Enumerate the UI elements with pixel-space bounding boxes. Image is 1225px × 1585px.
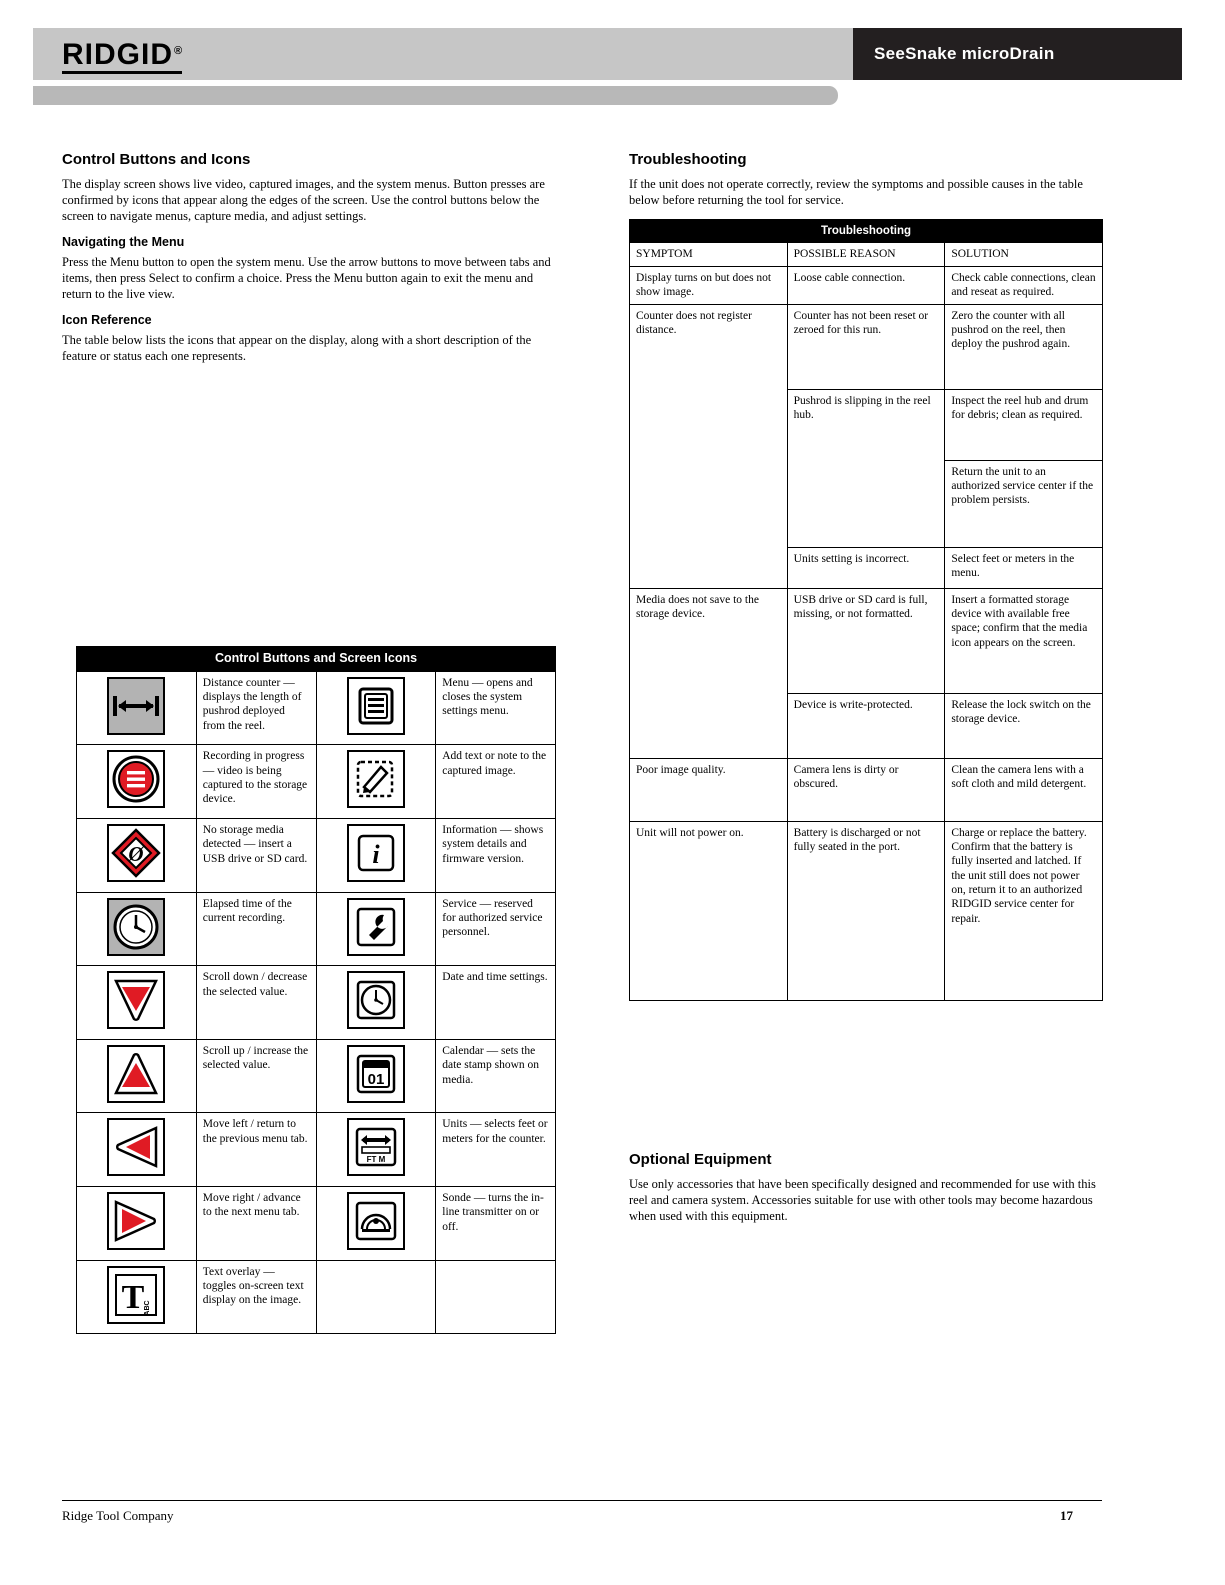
right-text-cell: Units — selects feet or meters for the counter.	[436, 1113, 556, 1187]
left-table-title: Control Buttons and Screen Icons	[77, 647, 556, 672]
right-text-cell: Menu — opens and closes the system settings menu.	[436, 671, 556, 745]
reason-cell: Camera lens is dirty or obscured.	[787, 758, 945, 821]
table-header-row	[77, 647, 556, 672]
right-arrow-icon	[107, 1192, 165, 1250]
reason-cell: Battery is discharged or not fully seated in the port.	[787, 821, 945, 1000]
reason-cell: Counter has not been reset or zeroed for this run.	[787, 304, 945, 389]
right-text-cell: Service — reserved for authorized service personnel.	[436, 892, 556, 966]
table-row	[77, 1039, 556, 1113]
wrench-icon	[347, 898, 405, 956]
left-paragraph-2: The table below lists the icons that appear on the display, along with a short description of the feature or status each one represents.	[62, 332, 532, 363]
icon-cell	[77, 671, 197, 745]
right-text-cell: Information — shows system details and firmware version.	[436, 818, 556, 892]
symptom-cell: Display turns on but does not show image.	[630, 266, 788, 304]
stopwatch-icon	[347, 971, 405, 1029]
edit-note-icon	[347, 750, 405, 808]
solution-cell: Charge or replace the battery. Confirm that the battery is fully inserted and latched. If the unit still does not power on, return it to an authorized RIDGID service center for repair.	[945, 821, 1103, 1000]
calendar-icon	[347, 1045, 405, 1103]
solution-cell: Clean the camera lens with a soft cloth and mild detergent.	[945, 758, 1103, 821]
logo-registered-mark: ®	[174, 45, 184, 57]
table-row	[630, 821, 1103, 1000]
right-column-text	[629, 150, 1103, 216]
right-text-cell-empty	[436, 1260, 556, 1334]
solution-cell: Select feet or meters in the menu.	[945, 547, 1103, 588]
left-text-cell: Recording in progress — video is being captured to the storage device.	[196, 745, 316, 819]
header-accent-band	[33, 86, 838, 105]
icon-cell	[316, 1113, 436, 1187]
icon-cell	[77, 1260, 197, 1334]
reason-cell: Device is write-protected.	[787, 693, 945, 758]
left-text-cell: Elapsed time of the current recording.	[196, 892, 316, 966]
left-section-title: Control Buttons and Icons	[62, 151, 251, 168]
right-text-cell: Sonde — turns the in-line transmitter on or off.	[436, 1187, 556, 1261]
left-text-cell: Scroll down / decrease the selected value.	[196, 966, 316, 1040]
icon-cell	[316, 671, 436, 745]
table-row	[77, 671, 556, 745]
clock-icon	[107, 898, 165, 956]
header-title: SeeSnake microDrain	[874, 44, 1055, 63]
units-icon	[347, 1118, 405, 1176]
logo-text: RIDGID	[62, 38, 173, 71]
table-row	[77, 745, 556, 819]
troubleshooting-table	[629, 219, 1103, 1001]
icon-cell	[77, 818, 197, 892]
icon-cell	[77, 1187, 197, 1261]
table-row	[630, 758, 1103, 821]
solution-cell: Check cable connections, clean and reseat as required.	[945, 266, 1103, 304]
table-row	[77, 892, 556, 966]
table-row	[630, 304, 1103, 389]
icon-cell	[316, 745, 436, 819]
icon-cell	[77, 1039, 197, 1113]
reason-cell: Loose cable connection.	[787, 266, 945, 304]
left-text-cell: Text overlay — toggles on-screen text display on the image.	[196, 1260, 316, 1334]
table-row	[77, 1113, 556, 1187]
table-row	[77, 818, 556, 892]
svg-text:Ø: Ø	[128, 841, 144, 866]
right-table-title: Troubleshooting	[630, 220, 1103, 243]
symptom-cell: Counter does not register distance.	[630, 304, 788, 588]
list-icon	[347, 677, 405, 735]
table-row	[77, 966, 556, 1040]
column-header-symptom: SYMPTOM	[630, 243, 788, 266]
icon-cell	[316, 892, 436, 966]
left-subtitle-2: Icon Reference	[62, 313, 152, 328]
left-arrow-icon	[107, 1118, 165, 1176]
left-text-cell: Distance counter — displays the length of pushrod deployed from the reel.	[196, 671, 316, 745]
symptom-cell: Poor image quality.	[630, 758, 788, 821]
reason-cell: USB drive or SD card is full, missing, or not formatted.	[787, 588, 945, 693]
right-paragraph-3: Use only accessories that have been specifically designed and recommended for use with this reel and camera system. Accessories suitable for use with other tools may become hazardous when used with this equipment.	[629, 1176, 1096, 1223]
right-text-cell: Add text or note to the captured image.	[436, 745, 556, 819]
table-header-row	[630, 220, 1103, 243]
left-paragraph-1: Press the Menu button to open the system menu. Use the arrow buttons to move between tabs and items, then press Select to confirm a choice. Press the Menu button again to exit the menu and return to the live view.	[62, 254, 551, 301]
symptom-cell: Media does not save to the storage device.	[630, 588, 788, 758]
footer-page-number: 17	[1060, 1508, 1073, 1523]
icon-cell	[316, 1187, 436, 1261]
solution-cell: Return the unit to an authorized service center if the problem persists.	[945, 460, 1103, 547]
record-list-icon	[107, 750, 165, 808]
right-section-title: Troubleshooting	[629, 151, 747, 168]
ridgid-logo	[62, 40, 182, 74]
left-subtitle-1: Navigating the Menu	[62, 235, 185, 250]
right-column-text-2	[629, 1150, 1103, 1232]
info-icon	[347, 824, 405, 882]
icon-cell	[77, 892, 197, 966]
icon-cell-empty	[316, 1260, 436, 1334]
left-column-text	[62, 150, 554, 372]
left-text-cell: Move right / advance to the next menu tab.	[196, 1187, 316, 1261]
control-buttons-table	[76, 646, 556, 1334]
table-row	[77, 1260, 556, 1334]
left-text-cell: No storage media detected — insert a USB drive or SD card.	[196, 818, 316, 892]
svg-text:01: 01	[367, 1070, 385, 1088]
svg-text:ABC: ABC	[144, 1300, 152, 1316]
table-row	[77, 1187, 556, 1261]
reason-cell: Pushrod is slipping in the reel hub.	[787, 389, 945, 547]
svg-text:FT M: FT M	[366, 1155, 386, 1165]
text-overlay-icon	[107, 1266, 165, 1324]
right-text-cell: Calendar — sets the date stamp shown on media.	[436, 1039, 556, 1113]
symptom-cell: Unit will not power on.	[630, 821, 788, 1000]
svg-text:T: T	[122, 1278, 145, 1316]
down-arrow-icon	[107, 971, 165, 1029]
table-column-header-row	[630, 243, 1103, 266]
solution-cell: Inspect the reel hub and drum for debris; clean as required.	[945, 389, 1103, 460]
table-row	[630, 266, 1103, 304]
right-intro-paragraph: If the unit does not operate correctly, review the symptoms and possible causes in the table below before returning the tool for service.	[629, 176, 1083, 207]
footer-divider	[62, 1500, 1102, 1501]
left-intro-paragraph: The display screen shows live video, captured images, and the system menus. Button presses are confirmed by icons that appear along the edges of the screen. Use the control buttons below the screen to navigate menus, capture media, and adjust settings.	[62, 176, 545, 223]
right-section-title-2: Optional Equipment	[629, 1151, 772, 1168]
icon-cell	[77, 745, 197, 819]
icon-cell	[316, 1039, 436, 1113]
icon-cell	[77, 1113, 197, 1187]
svg-text:i: i	[372, 839, 380, 869]
column-header-reason: POSSIBLE REASON	[787, 243, 945, 266]
up-arrow-icon	[107, 1045, 165, 1103]
solution-cell: Zero the counter with all pushrod on the reel, then deploy the pushrod again.	[945, 304, 1103, 389]
icon-cell	[316, 818, 436, 892]
no-media-icon	[107, 824, 165, 882]
sonde-icon	[347, 1192, 405, 1250]
right-text-cell: Date and time settings.	[436, 966, 556, 1040]
column-header-solution: SOLUTION	[945, 243, 1103, 266]
table-row	[630, 588, 1103, 693]
icon-cell	[316, 966, 436, 1040]
left-text-cell: Move left / return to the previous menu tab.	[196, 1113, 316, 1187]
footer-company: Ridge Tool Company	[62, 1508, 174, 1523]
solution-cell: Release the lock switch on the storage device.	[945, 693, 1103, 758]
measure-icon	[107, 677, 165, 735]
icon-cell	[77, 966, 197, 1040]
solution-cell: Insert a formatted storage device with available free space; confirm that the media icon appears on the screen.	[945, 588, 1103, 693]
left-text-cell: Scroll up / increase the selected value.	[196, 1039, 316, 1113]
reason-cell: Units setting is incorrect.	[787, 547, 945, 588]
